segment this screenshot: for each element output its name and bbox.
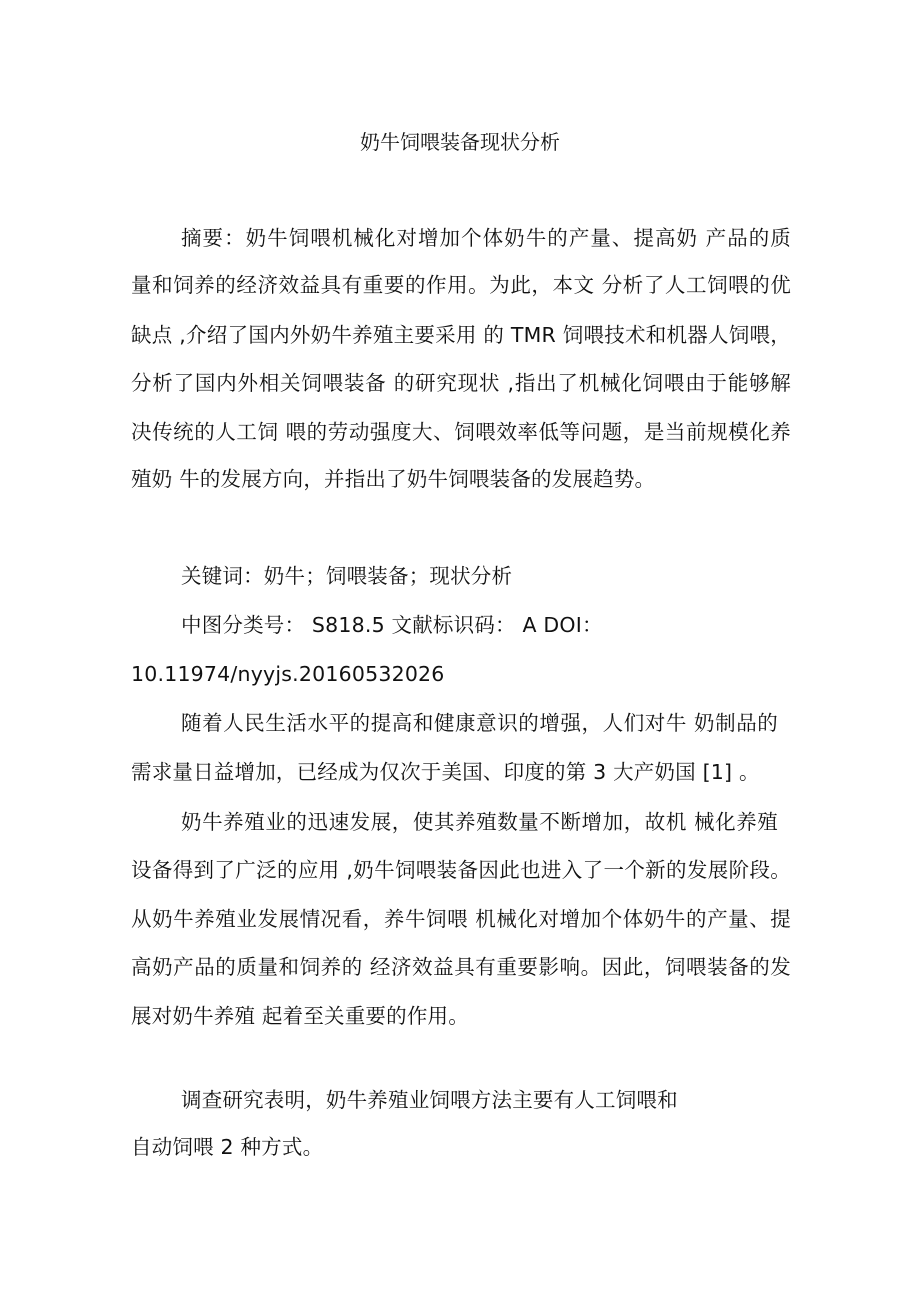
abstract-line-4: 分析了国内外相关饲喂装备 的研究现状 ,指出了机械化饲喂由于能够解 (131, 371, 791, 395)
keywords-line: 关键词：奶牛；饲喂装备；现状分析 (181, 564, 513, 588)
paragraph2-line-5: 展对奶牛养殖 起着至关重要的作用。 (131, 1004, 469, 1028)
abstract-line-3: 缺点 ,介绍了国内外奶牛养殖主要采用 的 TMR 饲喂技术和机器人饲喂， (131, 323, 791, 347)
paragraph1-line-2: 需求量日益增加，已经成为仅次于美国、印度的第 3 大产奶国 [1] 。 (131, 760, 760, 784)
abstract-line-6: 殖奶 牛的发展方向，并指出了奶牛饲喂装备的发展趋势。 (131, 467, 656, 491)
abstract-line-1: 摘要：奶牛饲喂机械化对增加个体奶牛的产量、提高奶 产品的质 (181, 226, 791, 250)
paragraph3-line-1: 调查研究表明，奶牛养殖业饲喂方法主要有人工饲喂和 (181, 1088, 678, 1112)
paragraph1-line-1: 随着人民生活水平的提高和健康意识的增强，人们对牛 奶制品的 (181, 711, 778, 735)
classification-line: 中图分类号： S818.5 文献标识码： A DOI： (181, 613, 603, 637)
document-title: 奶牛饲喂装备现状分析 (360, 130, 560, 154)
paragraph2-line-4: 高奶产品的质量和饲养的 经济效益具有重要影响。因此，饲喂装备的发 (131, 955, 791, 979)
paragraph2-line-1: 奶牛养殖业的迅速发展，使其养殖数量不断增加，故机 械化养殖 (181, 810, 778, 834)
paragraph2-line-3: 从奶牛养殖业发展情况看，养牛饲喂 机械化对增加个体奶牛的产量、提 (131, 907, 791, 931)
paragraph3-line-2: 自动饲喂 2 种方式。 (131, 1135, 324, 1159)
abstract-line-5: 决传统的人工饲 喂的劳动强度大、饲喂效率低等问题，是当前规模化养 (131, 420, 791, 444)
paragraph2-line-2: 设备得到了广泛的应用 ,奶牛饲喂装备因此也进入了一个新的发展阶段。 (131, 858, 791, 882)
abstract-line-2: 量和饲养的经济效益具有重要的作用。为此，本文 分析了人工饲喂的优 (131, 273, 791, 297)
doi-line: 10.11974/nyyjs.20160532026 (131, 662, 445, 686)
